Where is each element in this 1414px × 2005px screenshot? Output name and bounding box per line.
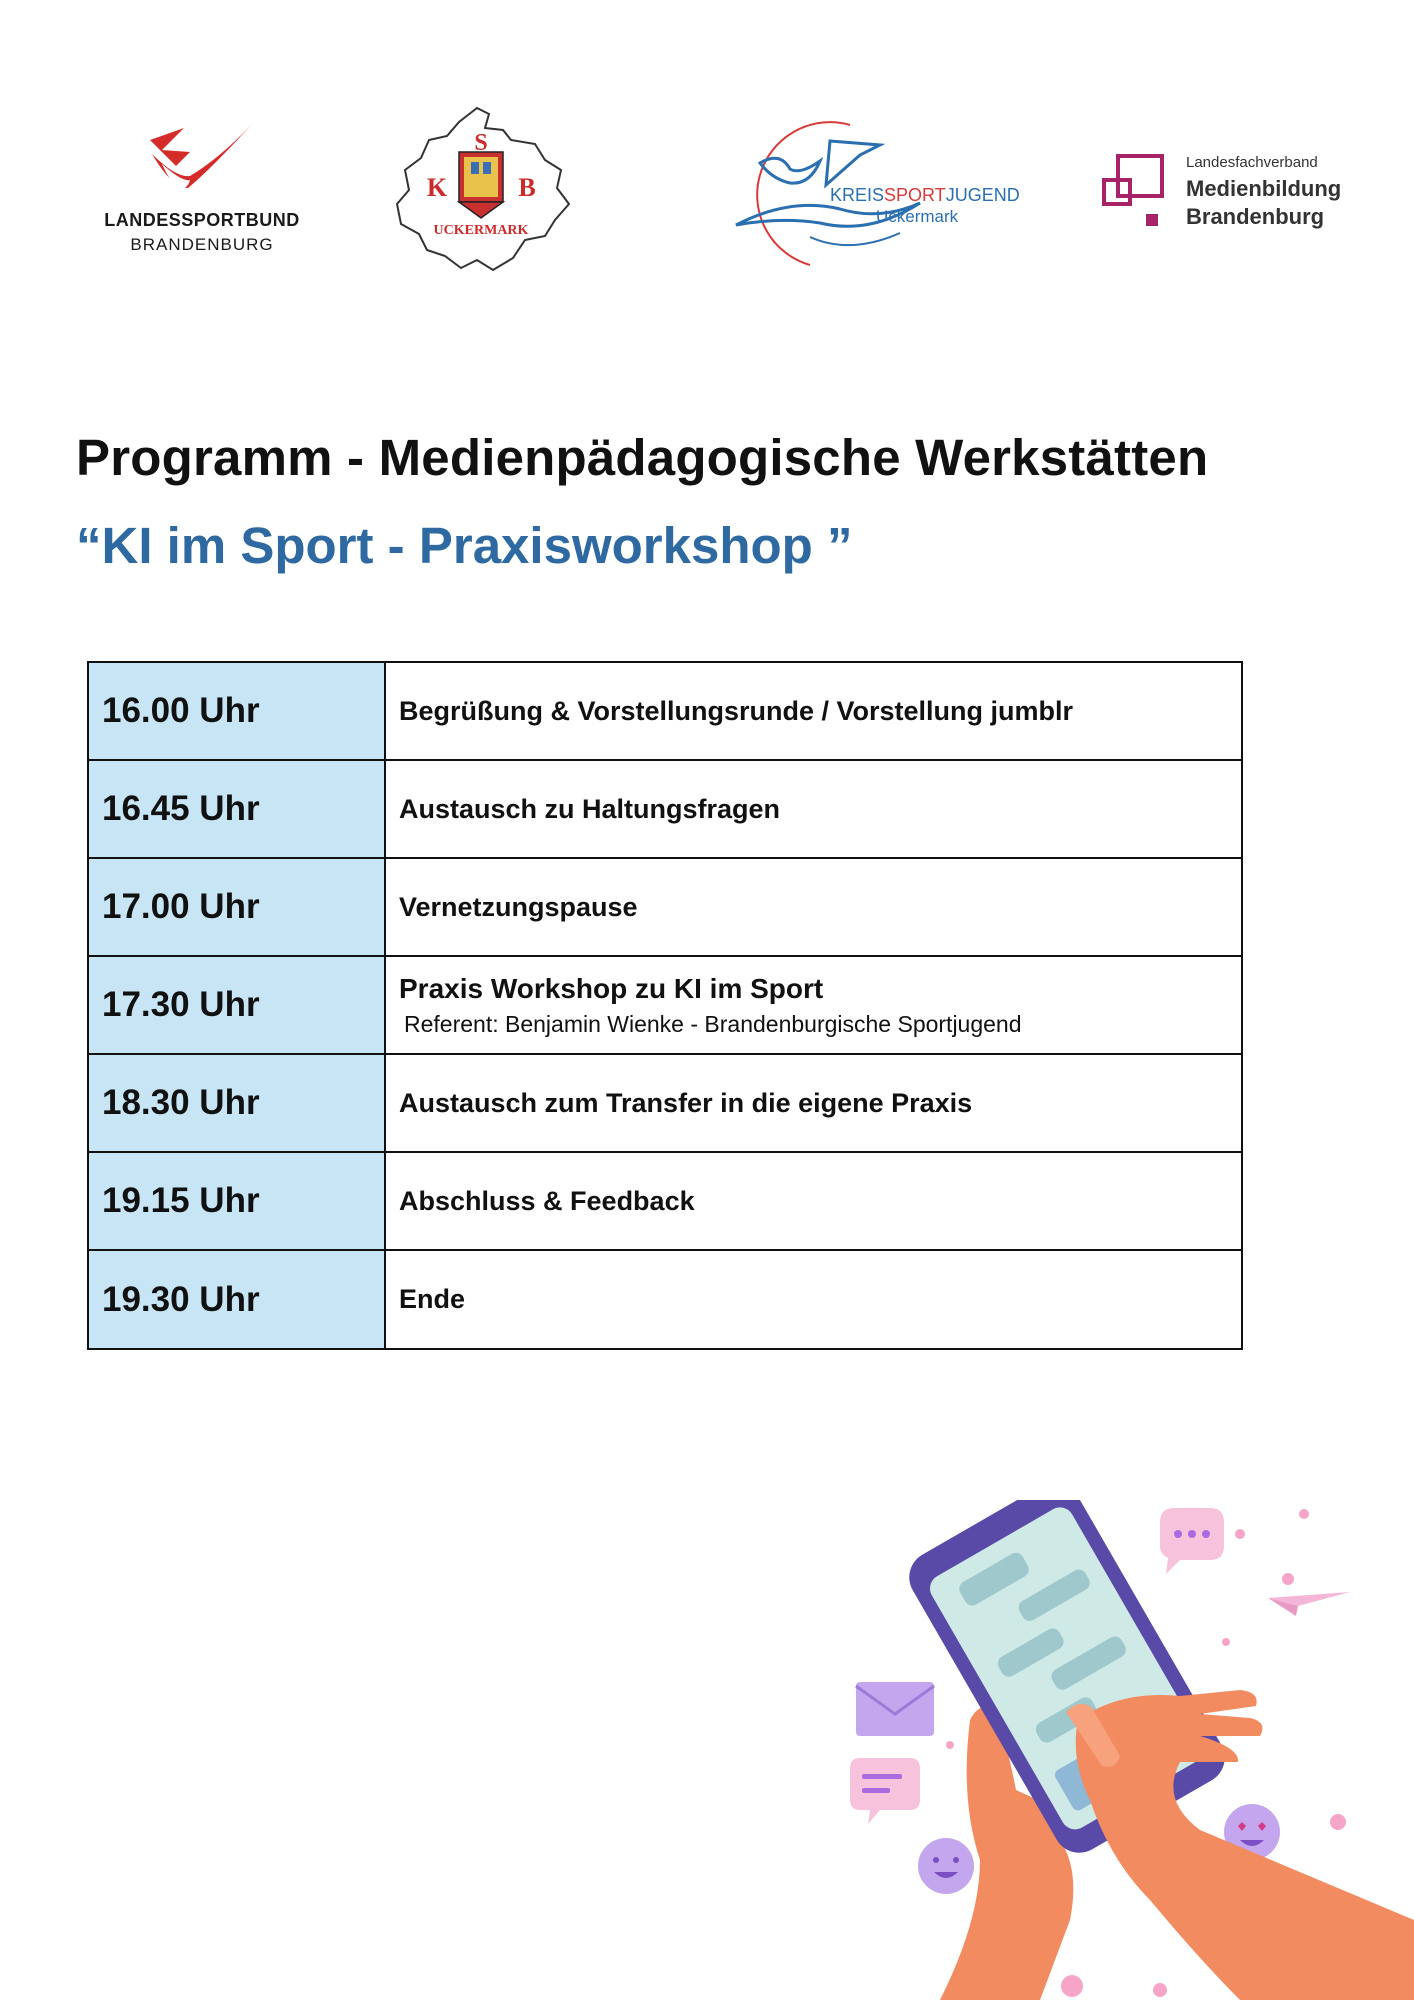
schedule-item-title: Austausch zu Haltungsfragen	[399, 793, 781, 824]
schedule-item-speaker: Referent: Benjamin Wienke - Brandenburgische Sportjugend	[404, 1010, 1022, 1037]
schedule-description	[386, 761, 1241, 857]
landessportbund-checkmark-icon	[92, 118, 312, 208]
schedule-row	[89, 1153, 1241, 1251]
landessportbund-line1: LANDESSPORTBUND	[104, 210, 300, 230]
schedule-description	[386, 1251, 1241, 1348]
ksb-letter-b: B	[518, 173, 536, 202]
ksb-letter-s: S	[474, 130, 488, 156]
schedule-table	[87, 661, 1243, 1350]
schedule-row	[89, 957, 1241, 1055]
medienbildung-logo	[1100, 148, 1360, 238]
schedule-time: 19.30 Uhr	[89, 1251, 386, 1348]
medienbildung-line2: Medienbildung	[1186, 176, 1342, 201]
schedule-row	[89, 1055, 1241, 1153]
ksb-uckermark-logo	[385, 100, 585, 280]
schedule-row	[89, 859, 1241, 957]
schedule-description	[386, 859, 1241, 955]
kreissportjugend-name	[830, 185, 1020, 206]
medienbildung-line3: Brandenburg	[1186, 204, 1325, 229]
schedule-row	[89, 761, 1241, 859]
logo-bar	[0, 0, 1414, 320]
schedule-row	[89, 1251, 1241, 1348]
schedule-item-title: Austausch zum Transfer in die eigene Praxis	[399, 1087, 973, 1118]
kreissportjugend-part1: KREIS	[830, 185, 885, 205]
medienbildung-line1: Landesfachverband	[1186, 154, 1318, 171]
ksb-coat-of-arms-icon	[385, 100, 585, 280]
schedule-time: 17.30 Uhr	[89, 957, 386, 1053]
landessportbund-line2: BRANDENBURG	[130, 235, 274, 254]
schedule-row	[89, 663, 1241, 761]
ksb-region: UCKERMARK	[433, 223, 529, 238]
schedule-description	[386, 663, 1241, 759]
schedule-time: 17.00 Uhr	[89, 859, 386, 955]
schedule-time: 18.30 Uhr	[89, 1055, 386, 1151]
schedule-item-title: Abschluss & Feedback	[399, 1185, 695, 1216]
page-title: Programm - Medienpädagogische Werkstätten	[76, 429, 1209, 486]
kreissportjugend-part3: JUGEND	[945, 185, 1020, 205]
smartphone-chat-illustration	[820, 1500, 1414, 2000]
schedule-item-title: Vernetzungspause	[399, 891, 638, 922]
schedule-time: 16.45 Uhr	[89, 761, 386, 857]
schedule-description	[386, 1153, 1241, 1249]
medienbildung-squares-icon	[1100, 154, 1170, 234]
kreissportjugend-logo	[700, 105, 1020, 275]
kreissportjugend-part2: SPORT	[884, 185, 946, 205]
schedule-item-title: Praxis Workshop zu KI im Sport	[399, 972, 824, 1004]
kreissportjugend-region: Uckermark	[876, 207, 959, 226]
schedule-time: 16.00 Uhr	[89, 663, 386, 759]
page-subtitle: “KI im Sport - Praxisworkshop ”	[76, 517, 853, 574]
ksb-letter-k: K	[426, 173, 448, 202]
schedule-item-title: Ende	[399, 1284, 466, 1314]
schedule-description	[386, 957, 1241, 1053]
schedule-item-title: Begrüßung & Vorstellungsrunde / Vorstellung jumblr	[399, 695, 1074, 726]
schedule-description	[386, 1055, 1241, 1151]
smartphone-chat-icon	[820, 1500, 1414, 2000]
schedule-time: 19.15 Uhr	[89, 1153, 386, 1249]
landessportbund-logo	[92, 118, 312, 268]
